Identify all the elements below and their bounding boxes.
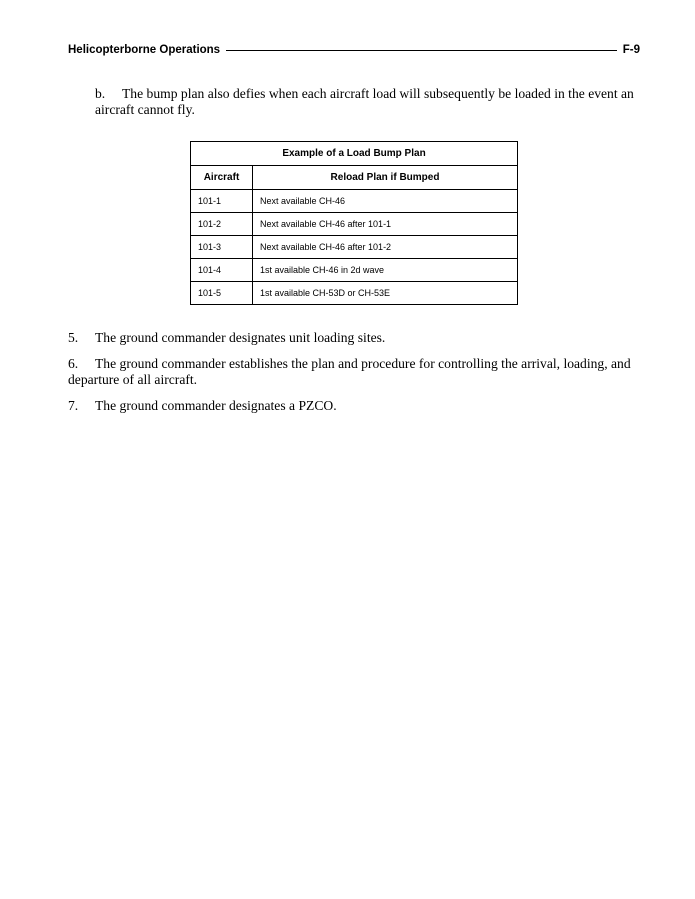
cell-reload-plan: Next available CH-46 after 101-1 — [253, 213, 518, 236]
header-title: Helicopterborne Operations — [68, 44, 221, 56]
page-number: F-9 — [622, 44, 640, 56]
paragraph-text: The ground commander establishes the plan and procedure for controlling the arrival, loading, and departure of all aircraft. — [68, 356, 631, 387]
column-header-reload-plan: Reload Plan if Bumped — [253, 166, 518, 190]
cell-aircraft: 101-4 — [191, 259, 253, 282]
paragraph-b-label: b. — [95, 86, 106, 101]
cell-reload-plan: 1st available CH-46 in 2d wave — [253, 259, 518, 282]
paragraph-text: The ground commander designates unit loading sites. — [95, 330, 386, 345]
table-title-row — [191, 142, 518, 166]
table-row — [191, 259, 518, 282]
paragraph-number: 5. — [68, 330, 79, 345]
cell-reload-plan: Next available CH-46 after 101-2 — [253, 236, 518, 259]
column-header-aircraft: Aircraft — [191, 166, 253, 190]
header-rule — [226, 50, 617, 51]
paragraph-number: 6. — [68, 356, 79, 371]
table-row — [191, 282, 518, 305]
cell-aircraft: 101-5 — [191, 282, 253, 305]
numbered-paragraph-5 — [68, 330, 643, 346]
paragraph-b-text: The bump plan also defies when each aircraft load will subsequently be loaded in the event an aircraft cannot fly. — [95, 86, 634, 117]
table-header-row — [191, 166, 518, 190]
cell-aircraft: 101-2 — [191, 213, 253, 236]
numbered-paragraph-7 — [68, 398, 643, 414]
cell-aircraft: 101-1 — [191, 190, 253, 213]
running-header — [68, 42, 640, 58]
cell-aircraft: 101-3 — [191, 236, 253, 259]
load-bump-plan-table — [190, 141, 518, 305]
table-row — [191, 190, 518, 213]
table-row — [191, 213, 518, 236]
cell-reload-plan: 1st available CH-53D or CH-53E — [253, 282, 518, 305]
paragraph-b — [95, 86, 643, 118]
paragraph-number: 7. — [68, 398, 79, 413]
cell-reload-plan: Next available CH-46 — [253, 190, 518, 213]
table-row — [191, 236, 518, 259]
table-title: Example of a Load Bump Plan — [191, 142, 518, 166]
numbered-paragraph-6 — [68, 356, 643, 388]
paragraph-text: The ground commander designates a PZCO. — [95, 398, 337, 413]
